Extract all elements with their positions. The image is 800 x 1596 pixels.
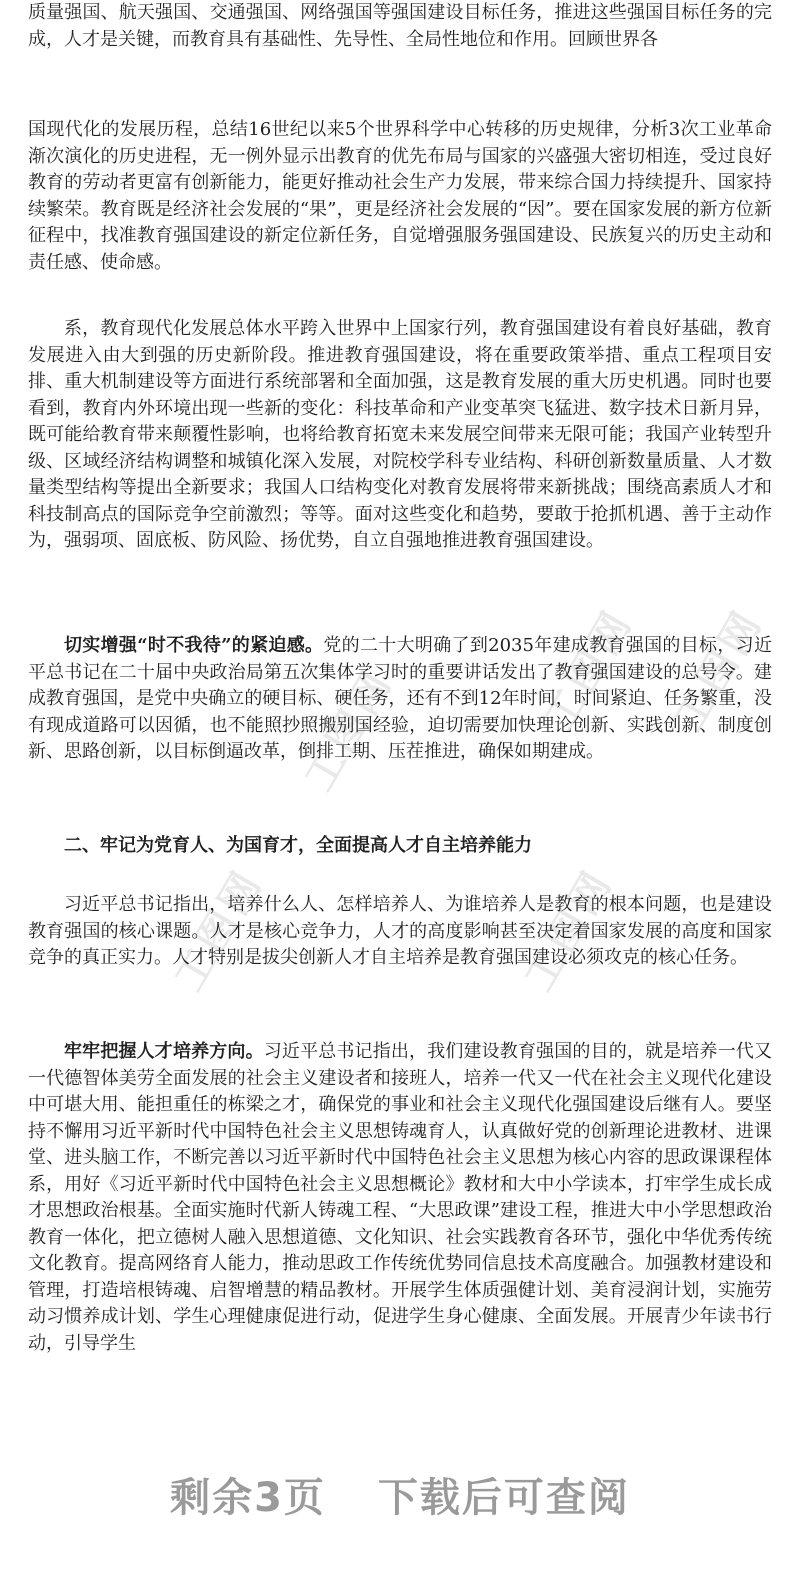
paragraph-talent-direction [28,1039,772,1357]
paragraph-urgency-body: 党的二十大明确了到2035年建成教育强国的目标，习近平总书记在二十届中央政治局第五次集体学习时的重要讲话发出了教育强国建设的总号令。建成教育强国，是党中央确立的硬目标、硬任务，还有不到12年时间，时间紧迫、任务繁重，没有现成道路可以因循，也不能照抄照搬别国经验，迫切需要加快理论创新、实践创新、制度创新、思路创新，以目标倒逼改革，倒排工期、压茬推进，确保如期建成。 [28,635,772,762]
section-heading-2: 二、牢记为党育人、为国育才，全面提高人才自主培养能力 [64,835,532,856]
download-to-view-label: 下载后可查阅 [377,1475,630,1521]
paragraph-urgency [28,633,772,766]
paragraph-continuation-top: 质量强国、航天强国、交通强国、网络强国等强国建设目标任务，推进这些强国目标任务的完成，人才是关键，而教育具有基础性、先导性、全局性地位和作用。回顾世界各 [28,2,772,50]
watermark: 工图网 [536,601,642,739]
watermark: 工图网 [166,861,272,999]
paragraph-urgency-lead: 切实增强“时不我待”的紧迫感。 [64,635,324,656]
watermark: 工图网 [516,861,622,999]
remaining-pages-banner[interactable] [0,1466,800,1523]
watermark: 工图网 [296,661,402,799]
paragraph-opportunities: 系，教育现代化发展总体水平跨入世界中上国家行列，教育强国建设有着良好基础，教育发展进入由大到强的历史新阶段。推进教育强国建设，将在重要政策举措、重点工程项目安排、重大机制建设等方面进行系统部署和全面加强，这是教育发展的重大历史机遇。同时也要看到，教育内外环境出现一些新的变化：科技革命和产业变革突飞猛进、数字技术日新月异，既可能给教育带来颠覆性影响，也将给教育拓宽未来发展空间带来无限可能；我国产业转型升级、区域经济结构调整和城镇化深入发展，对院校学科专业结构、科研创新数量质量、人才数量类型结构等提出全新要求；我国人口结构变化对教育发展将带来新挑战；围绕高素质人才和科技制高点的国际竞争空前激烈；等等。面对这些变化和趋势，要敢于抢抓机遇、善于主动作为，强弱项、固底板、防风险、扬优势，自立自强地推进教育强国建设。 [28,318,772,551]
paragraph-core-task: 习近平总书记指出，培养什么人、怎样培养人、为谁培养人是教育的根本问题，也是建设教育强国的核心课题。人才是核心竞争力，人才的高度影响甚至决定着国家发展的高度和国家竞争的真正实力。人才特别是拔尖创新人才自主培养是教育强国建设必须攻克的核心任务。 [28,894,772,968]
paragraph-talent-body: 习近平总书记指出，我们建设教育强国的目的，就是培养一代又一代德智体美劳全面发展的社会主义建设者和接班人，培养一代又一代在社会主义现代化建设中可堪大用、能担重任的栋梁之才，确保党的事业和社会主义现代化强国建设后继有人。要坚持不懈用习近平新时代中国特色社会主义思想铸魂育人，认真做好党的创新理论进教材、进课堂、进头脑工作，不断完善以习近平新时代中国特色社会主义思想为核心内容的思政课课程体系，用好《习近平新时代中国特色社会主义思想概论》教材和大中小学读本，打牢学生成长成才思想政治根基。全面实施时代新人铸魂工程、“大思政课”建设工程，推进大中小学思想政治教育一体化，把立德树人融入思想道德、文化知识、社会实践教育各环节，强化中华优秀传统文化教育。提高网络育人能力，推动思政工作传统优势同信息技术高度融合。加强教材建设和管理，打造培根铸魂、启智增慧的精品教材。开展学生体质强健计划、美育浸润计划，实施劳动习惯养成计划、学生心理健康促进行动，促进学生身心健康、全面发展。开展青少年读书行动，引导学生 [28,1041,773,1354]
paragraph-talent-lead: 牢牢把握人才培养方向。 [64,1041,264,1062]
watermark: 工图网 [666,601,772,739]
remaining-pages-label: 剩余3页 [170,1475,326,1521]
paragraph-history: 国现代化的发展历程，总结16世纪以来5个世界科学中心转移的历史规律，分析3次工业革命渐次演化的历史进程，无一例外显示出教育的优先布局与国家的兴盛强大密切相连，受过良好教育的劳动者更富有创新能力，能更好推动社会生产力发展，带来综合国力持续提升、国家持续繁荣。教育既是经济社会发展的“果”，更是经济社会发展的“因”。要在国家发展的新方位新征程中，找准教育强国建设的新定位新任务，自觉增强服务强国建设、民族复兴的历史主动和责任感、使命感。 [28,119,772,273]
